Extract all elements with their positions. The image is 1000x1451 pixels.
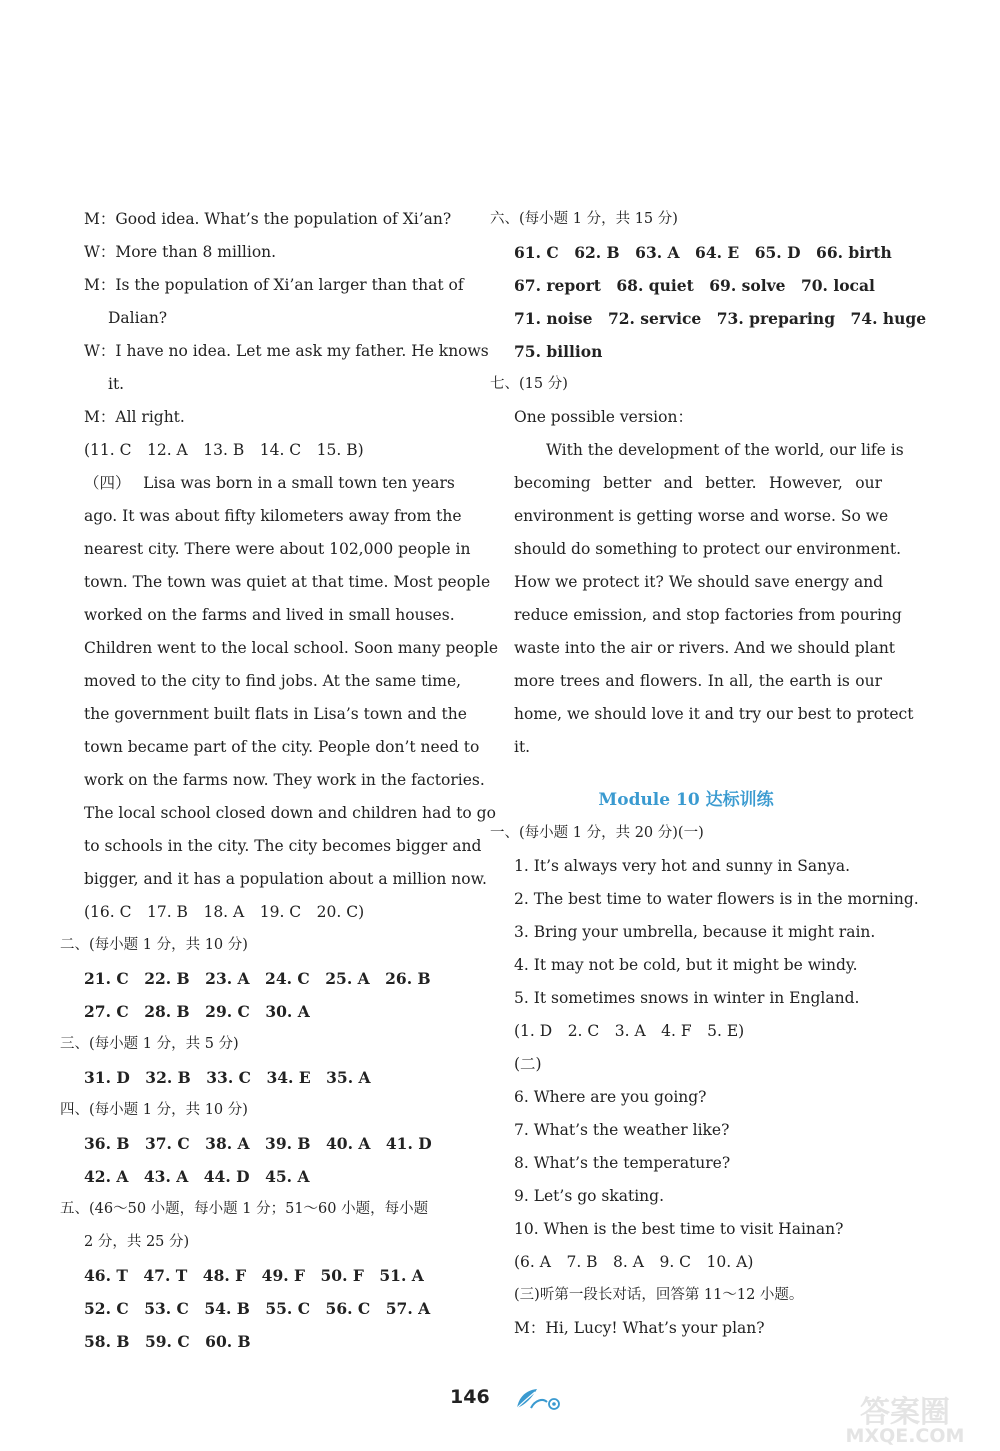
answer-key-line: 31. D 32. B 33. C 34. E 35. A [84,1068,371,1087]
passage-line: The local school closed down and children had to go [84,804,496,822]
section-heading: 五、(46～50 小题，每小题 1 分；51～60 小题，每小题 [60,1201,429,1217]
section-heading: 一、(每小题 1 分，共 20 分)(一) [490,825,704,841]
listening-sentence: 1. It’s always very hot and sunny in Sanya. [514,857,851,875]
dialogue-line: W：More than 8 million. [84,243,277,261]
passage-line: ago. It was about fifty kilometers away from the [84,507,462,525]
passage-line: moved to the city to find jobs. At the same time, [84,672,462,690]
answer-key-line: 58. B 59. C 60. B [84,1332,251,1351]
dialogue-line: M：All right. [84,408,185,426]
passage-line: work on the farms now. They work in the factories. [84,771,485,789]
dialogue-line: M：Good idea. What’s the population of Xi’an? [84,210,452,228]
essay-line: it. [514,738,531,756]
answer-key-line: 21. C 22. B 23. A 24. C 25. A 26. B [84,969,431,988]
essay-line: should do something to protect our environment. [514,540,902,558]
leaf-logo-icon [513,1386,563,1412]
listening-sentence: 6. Where are you going? [514,1088,707,1106]
passage-line: town became part of the city. People don’t need to [84,738,480,756]
essay-line: home, we should love it and try our best to protect [514,705,914,723]
listening-sentence: 10. When is the best time to visit Hainan? [514,1220,844,1238]
answer-key-line: (6. A 7. B 8. A 9. C 10. A) [514,1253,754,1271]
answer-key-line: 61. C 62. B 63. A 64. E 65. D 66. birth [514,243,892,262]
watermark-top-text: 答案圈 [860,1395,950,1430]
essay-line: With the development of the world, our life is [546,441,904,459]
answer-key-line: 27. C 28. B 29. C 30. A [84,1002,310,1021]
answer-key-line: 71. noise 72. service 73. preparing 74. huge [514,309,927,328]
passage-line: worked on the farms and lived in small houses. [84,606,455,624]
essay-line: more trees and flowers. In all, the earth is our [514,672,882,690]
listening-sentence: 5. It sometimes snows in winter in England. [514,989,860,1007]
answer-key-line: 52. C 53. C 54. B 55. C 56. C 57. A [84,1299,431,1318]
answer-key-line: 46. T 47. T 48. F 49. F 50. F 51. A [84,1266,424,1285]
answer-key-line: 75. billion [514,342,603,361]
passage-line: the government built flats in Lisa’s town and the [84,705,467,723]
answer-key-line: 67. report 68. quiet 69. solve 70. local [514,276,875,295]
answer-key-line: 36. B 37. C 38. A 39. B 40. A 41. D [84,1134,432,1153]
section-heading: 四、(每小题 1 分，共 10 分) [60,1102,248,1118]
answer-key-line: 42. A 43. A 44. D 45. A [84,1167,310,1186]
section-heading: 六、(每小题 1 分，共 15 分) [490,211,678,227]
answer-key-line: (16. C 17. B 18. A 19. C 20. C) [84,903,365,921]
module-title: Module 10 达标训练 [598,790,774,810]
passage-line: （四） Lisa was born in a small town ten years [84,474,455,492]
watermark-logo [825,1390,985,1446]
listening-sentence: 9. Let’s go skating. [514,1187,665,1205]
listening-sentence: 2. The best time to water flowers is in the morning. [514,890,919,908]
section-heading: 七、(15 分) [490,376,568,392]
passage-line: Children went to the local school. Soon many people [84,639,499,657]
listening-sentence: 8. What’s the temperature? [514,1154,731,1172]
passage-line: to schools in the city. The city becomes bigger and [84,837,482,855]
right-column [490,203,927,1345]
essay-line: reduce emission, and stop factories from pouring [514,606,902,624]
passage-line: bigger, and it has a population about a million now. [84,870,487,888]
passage-line: nearest city. There were about 102,000 people in [84,540,471,558]
subsection-heading: (二) [514,1055,542,1073]
dialogue-line: it. [108,375,125,393]
watermark-bottom-text: MXQE.COM [845,1425,965,1447]
section-heading: 三、(每小题 1 分，共 5 分) [60,1036,239,1052]
essay-line: becoming better and better. However, our [514,474,882,492]
listening-sentence: 7. What’s the weather like? [514,1121,730,1139]
dialogue-line: W：I have no idea. Let me ask my father. He knows [84,342,489,360]
listening-sentence: 4. It may not be cold, but it might be windy. [514,956,858,974]
listening-sentence: 3. Bring your umbrella, because it might rain. [514,923,876,941]
left-column [60,203,499,1358]
subsection-heading: (三)听第一段长对话，回答第 11～12 小题。 [514,1287,804,1303]
passage-line: town. The town was quiet at that time. Most people [84,573,491,591]
dialogue-line: Dalian? [108,309,168,327]
page-number: 146 [450,1386,490,1408]
essay-line: environment is getting worse and worse. So we [514,507,889,525]
section-heading: 2 分，共 25 分) [84,1234,190,1250]
essay-intro: One possible version： [514,408,693,426]
essay-line: waste into the air or rivers. And we should plant [514,639,896,657]
answer-key-line: (11. C 12. A 13. B 14. C 15. B) [84,441,364,459]
dialogue-line: M：Is the population of Xi’an larger than that of [84,276,464,294]
section-heading: 二、(每小题 1 分，共 10 分) [60,937,248,953]
answer-key-line: (1. D 2. C 3. A 4. F 5. E) [514,1022,745,1040]
essay-line: How we protect it? We should save energy and [514,573,884,591]
dialogue-line: M：Hi, Lucy! What’s your plan? [514,1319,765,1337]
